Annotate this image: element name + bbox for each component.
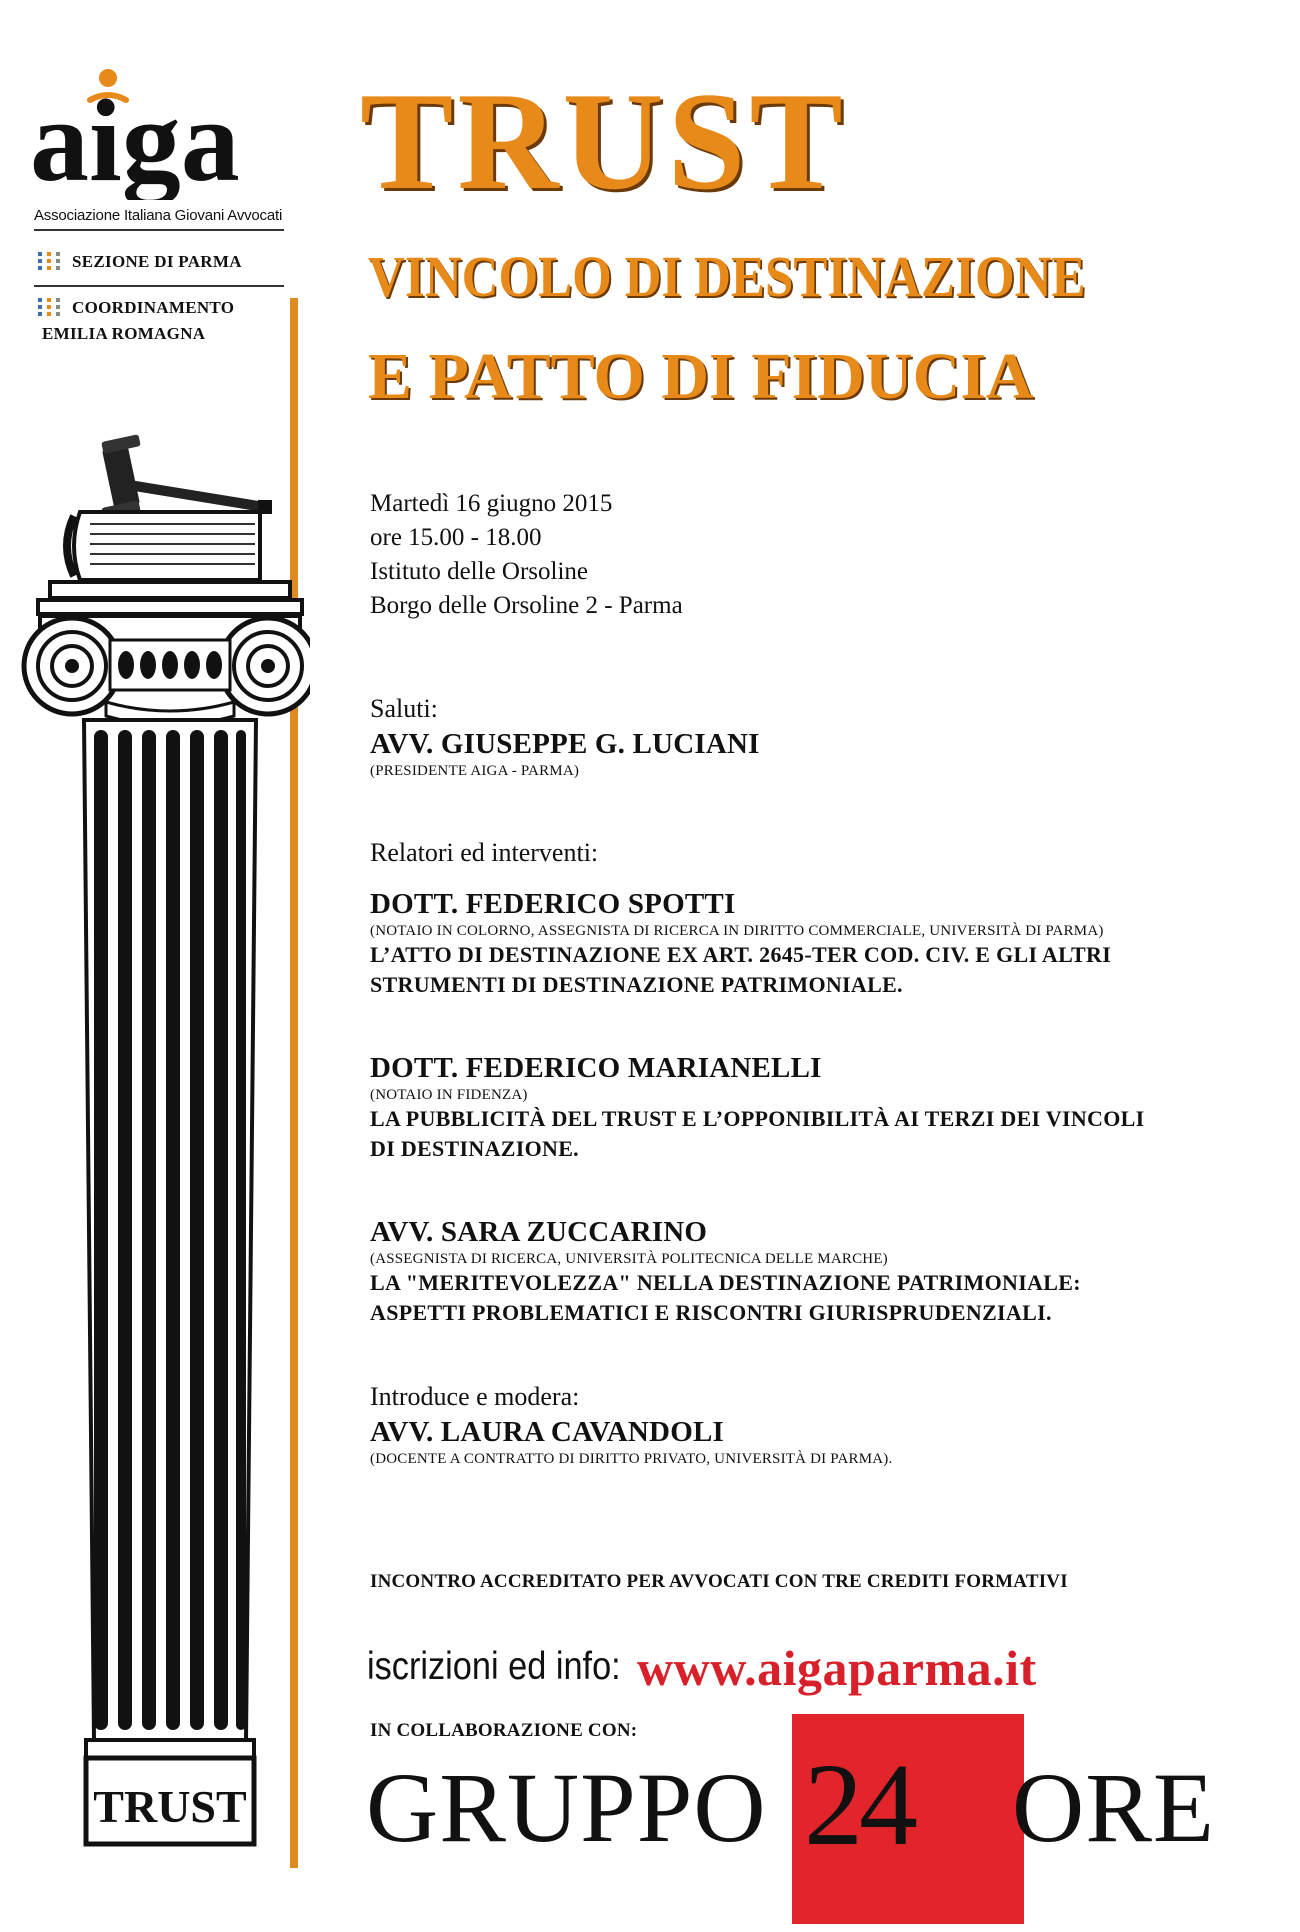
volute-right-icon [220,618,310,714]
info-label: iscrizioni ed info: [367,1645,621,1688]
logo-word-gruppo: GRUPPO [366,1752,767,1863]
page-title: TRUST [360,64,847,219]
coordination-label: COORDINAMENTO [72,298,235,317]
event-address: Borgo delle Orsoline 2 - Parma [370,592,683,619]
speaker-name: DOTT. FEDERICO SPOTTI [370,888,736,920]
moderator-block [370,1380,892,1468]
speaker-talk-line2: DI DESTINAZIONE. [370,1136,579,1161]
greetings-block [370,692,760,780]
association-name: Associazione Italiana Giovani Avvocati [34,207,284,231]
speaker-affiliation: (NOTAIO IN COLORNO, ASSEGNISTA DI RICERCA IN DIRITTO COMMERCIALE, UNIVERSITÀ DI PARMA) [370,923,1104,939]
speaker-talk-line1: L’ATTO DI DESTINAZIONE EX ART. 2645-TER COD. CIV. E GLI ALTRI [370,942,1112,967]
speaker-talk-line2: STRUMENTI DI DESTINAZIONE PATRIMONIALE. [370,972,903,997]
website-link[interactable]: www.aigaparma.it [637,1640,1037,1696]
moderator-affiliation: (DOCENTE A CONTRATTO DI DIRITTO PRIVATO, UNIVERSITÀ DI PARMA). [370,1451,893,1467]
volute-left-icon [24,618,120,714]
greetings-affiliation: (PRESIDENTE AIGA - PARMA) [370,763,580,779]
speaker-talk-line2: ASPETTI PROBLEMATICI E RISCONTRI GIURISPRUDENZIALI. [370,1300,1052,1325]
dots-icon [38,298,60,316]
aiga-logo-graphic [30,60,280,200]
speaker-3 [370,1214,1081,1328]
speaker-1 [370,886,1111,1000]
column-label: TRUST [93,1781,247,1832]
divider [34,285,284,287]
speaker-name: AVV. SARA ZUCCARINO [370,1216,708,1248]
info-line [367,1640,1037,1696]
subtitle-2: E PATTO DI FIDUCIA [368,340,1034,413]
speaker-talk-line1: LA "MERITEVOLEZZA" NELLA DESTINAZIONE PATRIMONIALE: [370,1270,1081,1295]
moderator-label: Introduce e modera: [370,1382,580,1411]
dots-icon [38,252,60,270]
speakers-label-text: Relatori ed interventi: [370,838,599,867]
event-date: Martedì 16 giugno 2015 [370,490,613,517]
speakers-label [370,836,598,870]
column-shaft [84,720,256,1740]
aiga-logo [30,60,280,200]
collaboration-label: IN COLLABORAZIONE CON: [370,1720,638,1741]
event-time: ore 15.00 - 18.00 [370,524,542,551]
event-venue: Istituto delle Orsoline [370,558,589,585]
speaker-affiliation: (NOTAIO IN FIDENZA) [370,1087,528,1103]
gruppo-24-ore-logo [366,1714,1226,1924]
column-with-gavel-icon [10,420,310,1870]
subtitle-1: VINCOLO DI DESTINAZIONE [368,244,1086,309]
greetings-name: AVV. GIUSEPPE G. LUCIANI [370,728,760,760]
speaker-name: DOTT. FEDERICO MARIANELLI [370,1052,822,1084]
coordination [38,298,234,318]
book-icon [67,512,260,580]
logo-word-ore: ORE [1012,1752,1215,1863]
ionic-column-illustration [10,420,310,1870]
speaker-talk-line1: LA PUBBLICITÀ DEL TRUST E L’OPPONIBILITÀ AI TERZI DEI VINCOLI [370,1106,1145,1131]
aiga-logo-word: aiga [30,75,240,200]
logo-number: 24 [804,1739,914,1870]
speaker-affiliation: (ASSEGNISTA DI RICERCA, UNIVERSITÀ POLITECNICA DELLE MARCHE) [370,1251,888,1267]
section-parma [38,252,242,272]
greetings-label: Saluti: [370,694,438,723]
gavel-icon [101,434,272,520]
speaker-2 [370,1050,1145,1164]
coordination-region: EMILIA ROMAGNA [42,324,206,343]
event-details [370,487,683,623]
section-label: SEZIONE DI PARMA [72,252,242,271]
moderator-name: AVV. LAURA CAVANDOLI [370,1416,724,1448]
accreditation-note: INCONTRO ACCREDITATO PER AVVOCATI CON TRE CREDITI FORMATIVI [370,1571,1068,1592]
